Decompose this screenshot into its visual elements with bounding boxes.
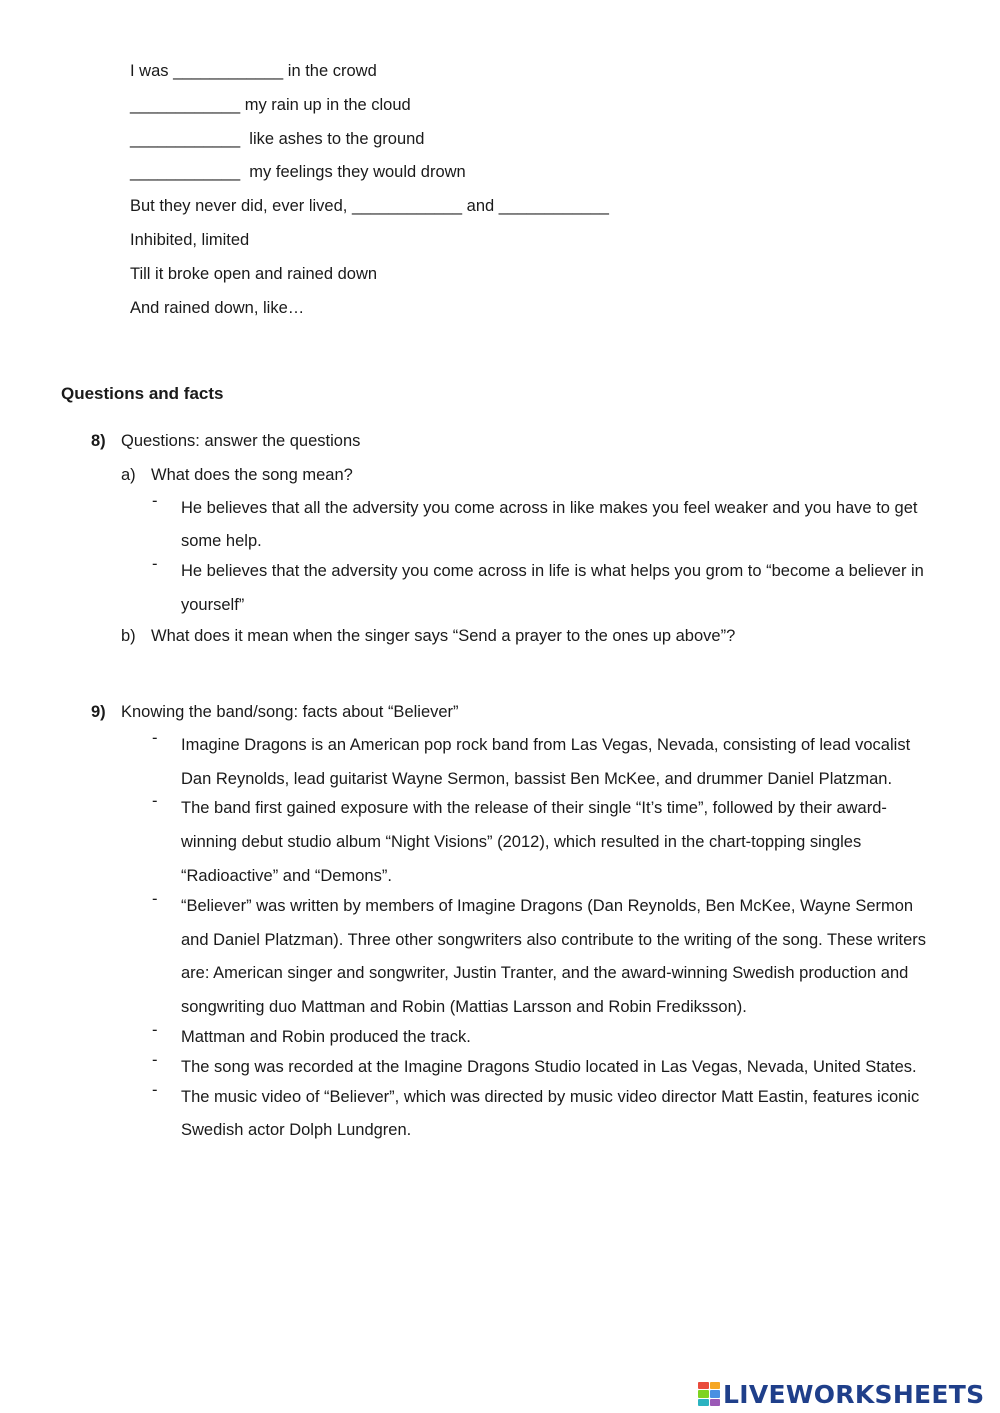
- lyric-line: But they never did, ever lived, ____________ and ____________: [130, 197, 609, 216]
- sub-question-text: What does it mean when the singer says “Send a prayer to the ones up above”?: [151, 626, 736, 645]
- fact-item: [0, 1021, 941, 1055]
- question-text: Knowing the band/song: facts about “Believer”: [121, 703, 459, 721]
- fact-text: The song was recorded at the Imagine Dragons Studio located in Las Vegas, Nevada, United States.: [181, 1057, 917, 1076]
- logo-mark-tile: [710, 1382, 721, 1389]
- lyric-line: ____________ my feelings they would drown: [130, 163, 466, 182]
- fact-text: The music video of “Believer”, which was directed by music video director Matt Eastin, features iconic Swedish actor Dolph Lundgren.: [181, 1087, 920, 1140]
- logo-mark-tile: [698, 1382, 709, 1389]
- logo-mark-tile: [710, 1390, 721, 1397]
- question-9: [0, 699, 1000, 1148]
- lyric-line: And rained down, like…: [130, 298, 305, 317]
- fact-text: Mattman and Robin produced the track.: [181, 1027, 471, 1046]
- lyric-line: I was ____________ in the crowd: [130, 62, 377, 80]
- bullet-dash: -: [152, 491, 158, 510]
- fact-item: [0, 792, 941, 893]
- bullet-dash: -: [152, 728, 158, 747]
- bullet-dash: -: [152, 1050, 158, 1069]
- liveworksheets-logo[interactable]: [698, 1378, 984, 1410]
- question-text: Questions: answer the questions: [121, 432, 361, 450]
- sub-question-b: [0, 623, 1000, 657]
- sub-question-text: What does the song mean?: [151, 465, 353, 484]
- sub-question-a: [0, 462, 1000, 496]
- section-title: Questions and facts: [61, 384, 224, 403]
- lyric-line: ____________ my rain up in the cloud: [130, 95, 411, 114]
- logo-mark-tile: [698, 1399, 709, 1406]
- fact-item: [0, 890, 941, 1025]
- bullet-dash: -: [152, 1080, 158, 1099]
- answer-option: [0, 492, 941, 560]
- answer-option-text: He believes that all the adversity you come across in like makes you feel weaker and you have to get some help.: [181, 498, 918, 551]
- fact-item: [0, 1051, 941, 1085]
- lyric-line: Inhibited, limited: [130, 230, 250, 249]
- bullet-dash: -: [152, 1020, 158, 1039]
- lyrics-block: [130, 58, 609, 328]
- question-9-header: [0, 699, 1000, 733]
- sub-question-letter: b): [121, 626, 136, 645]
- fact-text: The band first gained exposure with the release of their single “It’s time”, followed by their award-winning debut studio album “Night Visions” (2012), which resulted in the chart-topping singles “Radioactive” and “Demons”.: [181, 799, 887, 885]
- liveworksheets-mark-icon: [698, 1382, 720, 1406]
- answer-option: [0, 555, 941, 623]
- fact-item: [0, 1081, 941, 1149]
- lyric-line: ____________ like ashes to the ground: [130, 129, 425, 148]
- fact-text: “Believer” was written by members of Imagine Dragons (Dan Reynolds, Ben McKee, Wayne Sermon and Daniel Platzman). Three other songwriters also contribute to the writing of the song. These writers are: American singer and songwriter, Justin Tranter, and the award-winning Swedish production and songwriting duo Mattman and Robin (Mattias Larsson and Robin Frediksson).: [181, 896, 927, 1017]
- bullet-dash: -: [152, 889, 158, 908]
- question-8: [0, 428, 1000, 657]
- bullet-dash: -: [152, 555, 158, 574]
- question-8-header: [0, 428, 1000, 462]
- question-number: 8): [91, 432, 106, 450]
- logo-mark-tile: [698, 1390, 709, 1397]
- fact-item: [0, 729, 941, 797]
- lyric-line: Till it broke open and rained down: [130, 264, 378, 283]
- bullet-dash: -: [152, 792, 158, 811]
- sub-question-letter: a): [121, 465, 136, 484]
- logo-text: LIVEWORKSHEETS: [723, 1379, 985, 1409]
- question-number: 9): [91, 703, 106, 721]
- fact-text: Imagine Dragons is an American pop rock band from Las Vegas, Nevada, consisting of lead vocalist Dan Reynolds, lead guitarist Wayne Sermon, bassist Ben McKee, and drummer Daniel Platzman.: [181, 735, 911, 788]
- logo-mark-tile: [710, 1399, 721, 1406]
- answer-option-text: He believes that the adversity you come across in life is what helps you grom to “become a believer in yourself”: [181, 562, 924, 614]
